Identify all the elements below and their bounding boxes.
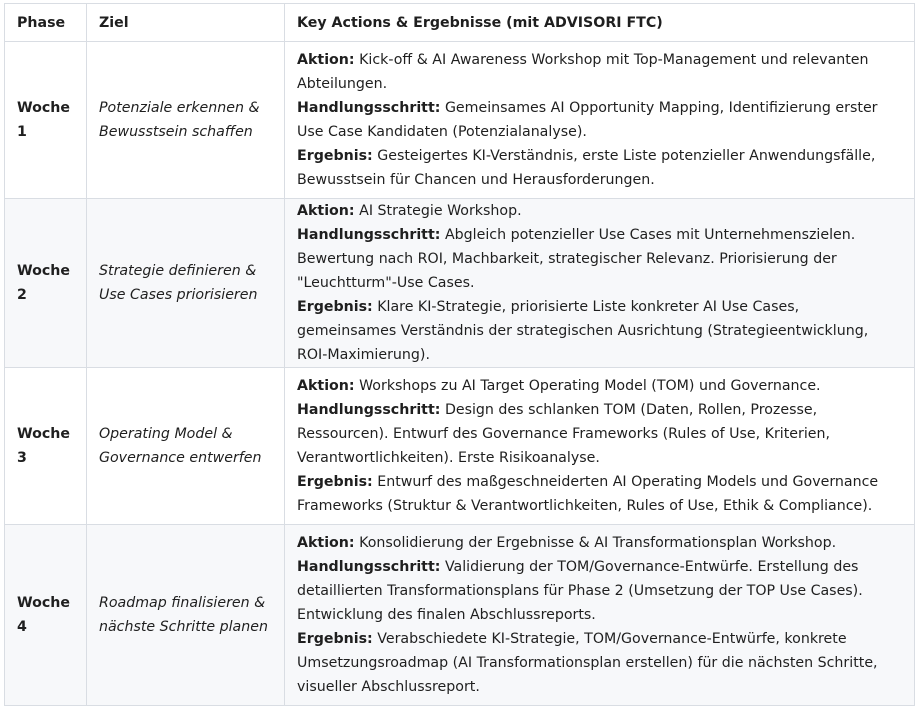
actions-cell (285, 525, 915, 706)
table-row-week-2 (5, 199, 915, 368)
aktion-text: Kick-off & AI Awareness Workshop mit Top-Management und relevanten Abteilungen. (297, 52, 869, 92)
handlungsschritt-text: Gemeinsames AI Opportunity Mapping, Identifizierung erster Use Case Kandidaten (Potenzialanalyse). (297, 100, 878, 140)
header-actions: Key Actions & Ergebnisse (mit ADVISORI FTC) (285, 4, 915, 42)
ergebnis-line (297, 295, 902, 367)
handlungsschritt-line (297, 223, 902, 295)
table-row-week-4 (5, 525, 915, 706)
actions-cell (285, 368, 915, 525)
handlungsschritt-text: Validierung der TOM/Governance-Entwürfe. Erstellung des detaillierten Transformationsplans für Phase 2 (Umsetzung der TOP Use Cases). Entwicklung des finalen Abschlussreports. (297, 559, 863, 623)
goal-cell: Strategie definieren & Use Cases priorisieren (87, 199, 285, 368)
header-phase: Phase (5, 4, 87, 42)
plan-table (4, 3, 915, 706)
ergebnis-label: Ergebnis: (297, 299, 373, 315)
ergebnis-text: Entwurf des maßgeschneiderten AI Operating Models und Governance Frameworks (Struktur & Verantwortlichkeiten, Rules of Use, Ethik & Compliance). (297, 474, 879, 514)
handlungsschritt-label: Handlungsschritt: (297, 402, 441, 418)
aktion-label: Aktion: (297, 378, 355, 394)
ergebnis-label: Ergebnis: (297, 631, 373, 647)
actions-cell (285, 199, 915, 368)
ergebnis-text: Verabschiedete KI-Strategie, TOM/Governance-Entwürfe, konkrete Umsetzungsroadmap (AI Transformationsplan erstellen) für die nächsten Schritte, visueller Abschlussreport. (297, 631, 878, 695)
handlungsschritt-label: Handlungsschritt: (297, 100, 441, 116)
table-row-week-3 (5, 368, 915, 525)
handlungsschritt-text: Abgleich potenzieller Use Cases mit Unternehmenszielen. Bewertung nach ROI, Machbarkeit, strategischer Relevanz. Priorisierung der "Leuchtturm"-Use Cases. (297, 227, 856, 291)
aktion-text: Workshops zu AI Target Operating Model (TOM) und Governance. (359, 378, 821, 394)
aktion-label: Aktion: (297, 535, 355, 551)
goal-cell: Operating Model & Governance entwerfen (87, 368, 285, 525)
phase-cell: Woche 1 (5, 42, 87, 199)
aktion-line (297, 48, 902, 96)
aktion-text: Konsolidierung der Ergebnisse & AI Transformationsplan Workshop. (359, 535, 837, 551)
aktion-line (297, 374, 902, 398)
handlungsschritt-line (297, 555, 902, 627)
table-row-week-1 (5, 42, 915, 199)
phase-cell: Woche 4 (5, 525, 87, 706)
handlungsschritt-line (297, 398, 902, 470)
handlungsschritt-label: Handlungsschritt: (297, 559, 441, 575)
header-goal: Ziel (87, 4, 285, 42)
ergebnis-text: Gesteigertes KI-Verständnis, erste Liste potenzieller Anwendungsfälle, Bewusstsein für Chancen und Herausforderungen. (297, 148, 876, 188)
ergebnis-label: Ergebnis: (297, 474, 373, 490)
phase-cell: Woche 2 (5, 199, 87, 368)
ergebnis-line (297, 627, 902, 699)
handlungsschritt-text: Design des schlanken TOM (Daten, Rollen, Prozesse, Ressourcen). Entwurf des Governance Frameworks (Rules of Use, Kriterien, Verantwortlichkeiten). Erste Risikoanalyse. (297, 402, 831, 466)
ergebnis-label: Ergebnis: (297, 148, 373, 164)
aktion-label: Aktion: (297, 52, 355, 68)
goal-cell: Potenziale erkennen & Bewusstsein schaffen (87, 42, 285, 199)
actions-cell (285, 42, 915, 199)
goal-cell: Roadmap finalisieren & nächste Schritte planen (87, 525, 285, 706)
ergebnis-text: Klare KI-Strategie, priorisierte Liste konkreter AI Use Cases, gemeinsames Verständnis der strategischen Ausrichtung (Strategieentwicklung, ROI-Maximierung). (297, 299, 869, 363)
aktion-label: Aktion: (297, 203, 355, 219)
ergebnis-line (297, 470, 902, 518)
aktion-line (297, 531, 902, 555)
aktion-line (297, 199, 902, 223)
header-row (5, 4, 915, 42)
handlungsschritt-line (297, 96, 902, 144)
ergebnis-line (297, 144, 902, 192)
handlungsschritt-label: Handlungsschritt: (297, 227, 441, 243)
aktion-text: AI Strategie Workshop. (359, 203, 522, 219)
phase-cell: Woche 3 (5, 368, 87, 525)
